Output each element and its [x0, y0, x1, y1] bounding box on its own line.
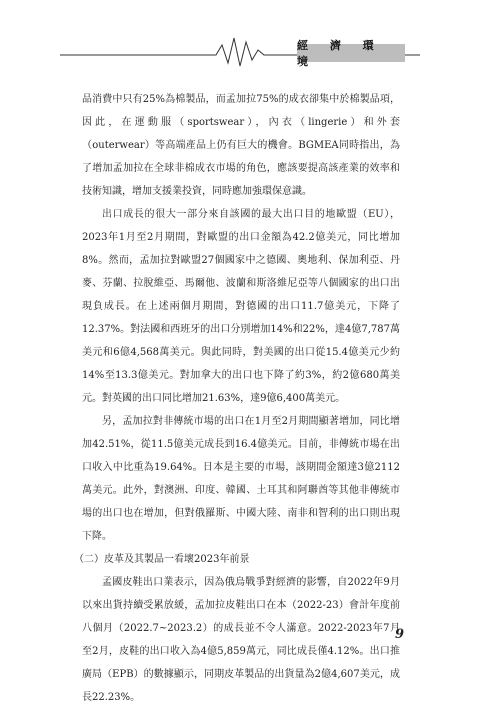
paragraph-1: 品消費中只有25%為棉製品，而孟加拉75%的成衣卻集中於棉製品項，因此，在運動服（sportswear），內衣（lingerie）和外套（outerwear）等高端產品上仍有巨大的機會。BGMEA同時指出，為了增加孟加拉在全球非棉成衣市場的角色，應該要提高該產業的效率和技術知識，增加支援業投資，同時應加強環保意識。: [82, 94, 400, 197]
article-body: [74, 88, 400, 709]
header-title: 經 濟 環 境: [297, 44, 405, 62]
header-waveform-line: [0, 0, 480, 72]
paragraph-2: 出口成長的很大一部分來自該國的最大出口目的地歐盟（EU），2023年1月至2月期間，對歐盟的出口金額為42.2億美元，同比增加8%。然而，孟加拉對歐盟27個國家中之德國、奧地利、保加利亞、丹麥、芬蘭、拉脫維亞、馬爾他、波蘭和斯洛維尼亞等八個國家的出口出現負成長。在上述兩個月期間，對德國的出口11.7億美元，下降了12.37%。對法國和西班牙的出口分別增加14%和22%，達4億7,787萬美元和6億4,568萬美元。與此同時，對美國的出口從15.4億美元少約14%至13.3億美元。對加拿大的出口也下降了約3%，約2億680萬美元。對英國的出口同比增加21.63%，達9億6,400萬美元。: [82, 209, 400, 404]
section-heading: （二）皮革及其製品一看壞2023年前景: [74, 554, 250, 565]
page-header: [0, 0, 480, 72]
paragraph-4: 孟國皮鞋出口業表示，因為俄烏戰爭對經濟的影響，自2022年9月以來出貨持續受累放緩，孟加拉皮鞋出口在本（2022-23）會計年度前八個月（2022.7~2023.2）的成長並不令人滿意。2022-2023年7月至2月，皮鞋的出口收入為4億5,859萬元，同比成長僅4.12%。出口推廣局（EPB）的數據顯示，同期皮革製品的出貨量為2億4,607美元，成長22.23%。: [82, 577, 400, 703]
page-number: 9: [395, 627, 405, 642]
paragraph-3: 另，孟加拉對非傳統市場的出口在1月至2月期間顯著增加，同比增加42.51%，從11.5億美元成長到16.4億美元。目前，非傳統市場在出口收入中比重為19.64%。日本是主要的市場，該期間金額達3億2112萬美元。此外，對澳洲、印度、韓國、土耳其和阿聯酋等其他非傳統市場的出口也在增加，但對俄羅斯、中國大陸、南非和智利的出口則出現下降。: [82, 416, 400, 542]
